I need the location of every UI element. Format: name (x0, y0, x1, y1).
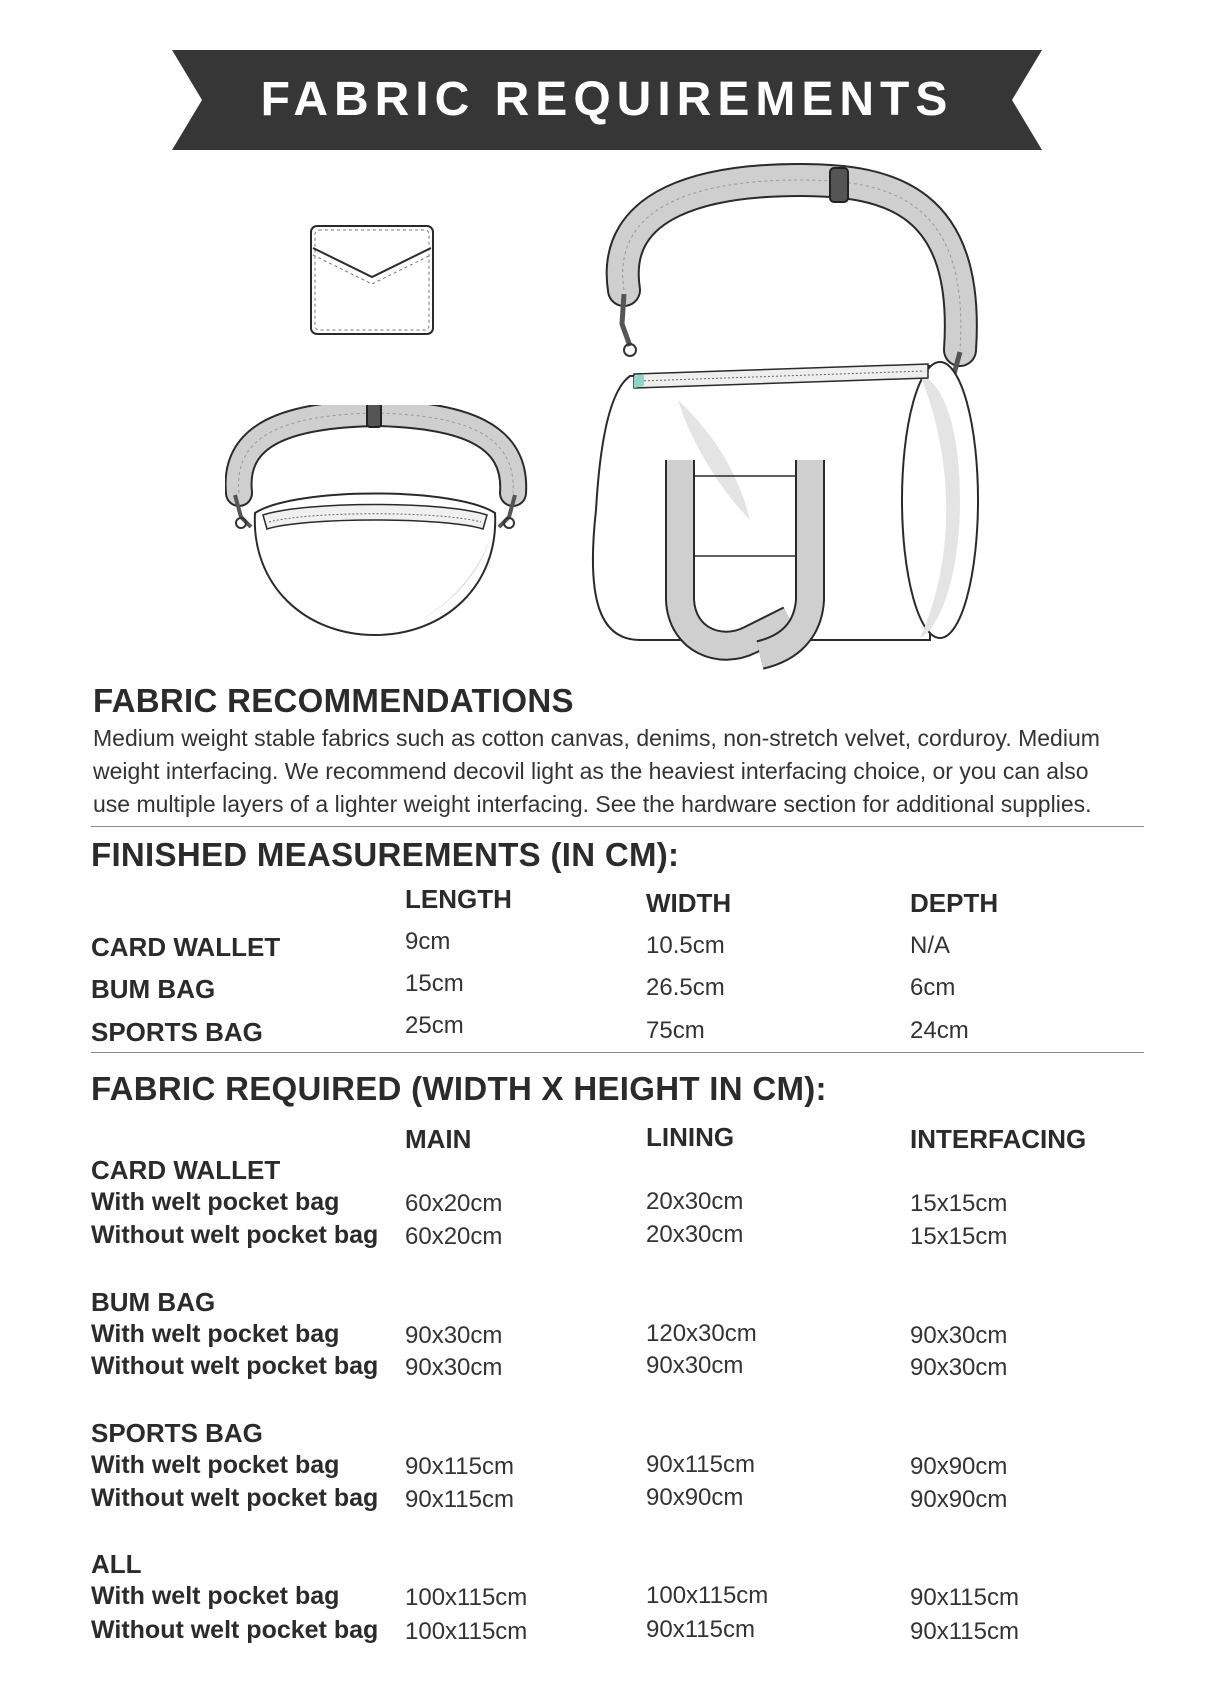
row-label-without-welt: Without welt pocket bag (91, 1221, 379, 1249)
table-cell: 100x115cm (646, 1582, 769, 1609)
table-cell: 75cm (646, 1017, 705, 1044)
section-divider (91, 1052, 1144, 1053)
table-cell: 90x115cm (405, 1453, 514, 1480)
table-cell: 10.5cm (646, 932, 725, 959)
table-cell: 120x30cm (646, 1320, 757, 1347)
table-cell: 90x115cm (646, 1451, 755, 1478)
row-label-bum-bag: BUM BAG (91, 974, 216, 1004)
table-cell: 90x115cm (405, 1486, 514, 1513)
row-label-without-welt: Without welt pocket bag (91, 1616, 379, 1644)
page-title: FABRIC REQUIREMENTS (260, 73, 954, 126)
row-label-with-welt: With welt pocket bag (91, 1320, 340, 1348)
recommendations-line: Medium weight stable fabrics such as cotton canvas, denims, non-stretch velvet, corduroy. Medium (93, 725, 1100, 751)
row-label-without-welt: Without welt pocket bag (91, 1352, 379, 1380)
row-label-with-welt: With welt pocket bag (91, 1188, 340, 1216)
fabric-recommendations-text (93, 722, 1153, 821)
table-cell: 60x20cm (405, 1190, 503, 1217)
column-header-length: LENGTH (405, 884, 512, 914)
group-label-card-wallet: CARD WALLET (91, 1155, 281, 1185)
section-divider (91, 826, 1144, 827)
finished-measurements-heading: FINISHED MEASUREMENTS (IN CM): (91, 836, 680, 873)
sports-bag-illustration (590, 160, 1010, 675)
column-header-depth: DEPTH (910, 888, 999, 918)
row-label-with-welt: With welt pocket bag (91, 1451, 340, 1479)
column-header-interfacing: INTERFACING (910, 1124, 1087, 1154)
column-header-main: MAIN (405, 1124, 472, 1154)
table-cell: 100x115cm (405, 1584, 528, 1611)
column-header-width: WIDTH (646, 888, 732, 918)
table-cell: 90x30cm (405, 1354, 503, 1381)
table-cell: 90x90cm (910, 1486, 1008, 1513)
table-cell: 15x15cm (910, 1190, 1008, 1217)
fabric-required-heading: FABRIC REQUIRED (WIDTH X HEIGHT IN CM): (91, 1070, 827, 1107)
row-label-sports-bag: SPORTS BAG (91, 1017, 263, 1047)
table-cell: 90x115cm (646, 1616, 755, 1643)
row-label-with-welt: With welt pocket bag (91, 1582, 340, 1610)
table-cell: 25cm (405, 1012, 464, 1039)
table-cell: 15cm (405, 970, 464, 997)
fabric-recommendations-heading: FABRIC RECOMMENDATIONS (93, 682, 574, 719)
table-cell: 9cm (405, 928, 451, 955)
group-label-sports-bag: SPORTS BAG (91, 1418, 263, 1448)
table-cell: 90x115cm (910, 1584, 1019, 1611)
row-label-without-welt: Without welt pocket bag (91, 1484, 379, 1512)
table-cell: 90x90cm (910, 1453, 1008, 1480)
table-cell: 20x30cm (646, 1221, 744, 1248)
card-wallet-illustration (305, 222, 440, 340)
row-label-card-wallet: CARD WALLET (91, 932, 281, 962)
bum-bag-illustration (225, 405, 530, 645)
table-cell: 26.5cm (646, 974, 725, 1001)
table-cell: 90x30cm (646, 1352, 744, 1379)
table-cell: 15x15cm (910, 1223, 1008, 1250)
title-banner (172, 50, 1042, 150)
table-cell: 90x115cm (910, 1618, 1019, 1645)
table-cell: 24cm (910, 1017, 969, 1044)
recommendations-line: use multiple layers of a lighter weight interfacing. See the hardware section for additional supplies. (93, 791, 1092, 817)
table-cell: 60x20cm (405, 1223, 503, 1250)
group-label-all: ALL (91, 1549, 142, 1579)
recommendations-line: weight interfacing. We recommend decovil light as the heaviest interfacing choice, or you can also (93, 758, 1089, 784)
table-cell: 90x30cm (910, 1322, 1008, 1349)
table-cell: 100x115cm (405, 1618, 528, 1645)
table-cell: 90x30cm (405, 1322, 503, 1349)
table-cell: 90x90cm (646, 1484, 744, 1511)
group-label-bum-bag: BUM BAG (91, 1287, 216, 1317)
table-cell: 90x30cm (910, 1354, 1008, 1381)
table-cell: 6cm (910, 974, 956, 1001)
table-cell: 20x30cm (646, 1188, 744, 1215)
column-header-lining: LINING (646, 1122, 735, 1152)
table-cell: N/A (910, 932, 951, 959)
